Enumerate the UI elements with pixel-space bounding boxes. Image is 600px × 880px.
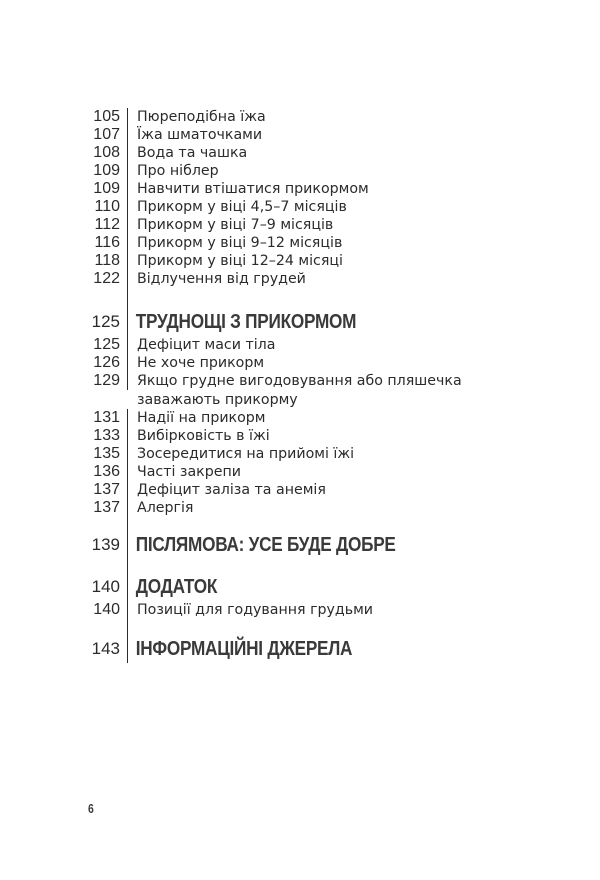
toc-entry-title: Прикорм у віці 4,5–7 місяців xyxy=(137,199,347,215)
toc-page-number: 126 xyxy=(80,354,128,372)
toc-section-heading xyxy=(80,631,540,663)
toc-section-heading xyxy=(80,304,540,336)
toc-entry xyxy=(80,463,540,481)
toc-section-heading xyxy=(80,569,540,601)
toc-page-number: 122 xyxy=(80,270,128,288)
toc-page-number: 109 xyxy=(80,162,128,180)
toc-entry-title: Позиції для годування грудьми xyxy=(137,602,374,618)
toc-entry xyxy=(80,270,540,288)
toc-page-number: 110 xyxy=(80,198,128,216)
toc-entry xyxy=(80,126,540,144)
toc-entry-title: Прикорм у віці 9–12 місяців xyxy=(137,235,343,251)
page-number: 6 xyxy=(88,801,94,816)
toc-page-number: 109 xyxy=(80,180,128,198)
toc-divider-gap xyxy=(80,288,128,304)
toc-page-number: 143 xyxy=(80,631,128,663)
toc-page-number: 131 xyxy=(80,409,128,427)
toc-page-number: 108 xyxy=(80,144,128,162)
toc-page-number: 133 xyxy=(80,427,128,445)
toc-page-number: 139 xyxy=(80,527,128,559)
toc-entry xyxy=(80,198,540,216)
toc-page-number: 116 xyxy=(80,234,128,252)
toc-entry-title: Часті закрепи xyxy=(137,464,241,480)
toc-entry xyxy=(80,409,540,427)
toc-divider-gap xyxy=(80,559,128,569)
toc-entry-title: Не хоче прикорм xyxy=(137,355,265,371)
toc-entry xyxy=(80,499,540,517)
toc-entry-title: Про ніблер xyxy=(137,163,219,179)
toc-entry xyxy=(80,216,540,234)
toc-entry-title: Дефіцит маси тіла xyxy=(137,337,276,353)
toc-section-heading xyxy=(80,527,540,559)
toc-page-number: 125 xyxy=(80,336,128,354)
toc-page-number: 107 xyxy=(80,126,128,144)
toc-section-title: ТРУДНОЩІ З ПРИКОРМОМ xyxy=(135,311,357,333)
toc-entry-title: Навчити втішатися прикормом xyxy=(137,181,369,197)
toc-entry-title: Надії на прикорм xyxy=(137,410,266,426)
toc-page-number: 135 xyxy=(80,445,128,463)
toc-entry-title: Їжа шматочками xyxy=(137,127,263,143)
toc-section-title: ПІСЛЯМОВА: УСЕ БУДЕ ДОБРЕ xyxy=(135,534,396,556)
toc-entry xyxy=(80,427,540,445)
toc-page-number: 125 xyxy=(80,304,128,336)
toc-entry xyxy=(80,354,540,372)
toc-entry-title: Прикорм у віці 12–24 місяці xyxy=(137,253,343,269)
toc-entry-title-line: Якщо грудне вигодовування або пляшечка xyxy=(137,373,462,389)
toc-entry-title: Відлучення від грудей xyxy=(137,271,306,287)
toc-entry xyxy=(80,234,540,252)
toc-section-title: ІНФОРМАЦІЙНІ ДЖЕРЕЛА xyxy=(135,638,353,660)
toc-entry-title: Дефіцит заліза та анемія xyxy=(137,482,326,498)
toc-page-number: 105 xyxy=(80,108,128,126)
toc-page-number: 137 xyxy=(80,481,128,499)
table-of-contents xyxy=(80,108,540,663)
toc-page-number: 136 xyxy=(80,463,128,481)
toc-entry-title: Вода та чашка xyxy=(137,145,248,161)
toc-entry-title xyxy=(128,372,462,409)
toc-entry-title: Алергія xyxy=(137,500,194,516)
toc-divider-gap xyxy=(80,619,128,631)
toc-entry-title-line: заважають прикорму xyxy=(137,391,298,408)
toc-entry xyxy=(80,601,540,619)
toc-page-number: 140 xyxy=(80,569,128,601)
toc-page-number: 118 xyxy=(80,252,128,270)
toc-entry xyxy=(80,336,540,354)
toc-page-number: 129 xyxy=(80,372,128,390)
toc-page-number: 140 xyxy=(80,601,128,619)
toc-entry xyxy=(80,108,540,126)
toc-divider-gap xyxy=(80,517,128,527)
toc-entry xyxy=(80,252,540,270)
toc-entry-title: Зосередитися на прийомі їжі xyxy=(137,446,355,462)
toc-entry xyxy=(80,481,540,499)
toc-entry-title: Прикорм у віці 7–9 місяців xyxy=(137,217,334,233)
toc-section-title: ДОДАТОК xyxy=(135,576,218,598)
toc-entry-title: Пюреподібна їжа xyxy=(137,109,266,125)
toc-entry xyxy=(80,144,540,162)
toc-entry xyxy=(80,445,540,463)
toc-entry-title: Вибірковість в їжі xyxy=(137,428,270,444)
toc-page-number: 137 xyxy=(80,499,128,517)
toc-entry xyxy=(80,162,540,180)
toc-entry xyxy=(80,372,540,409)
toc-entry xyxy=(80,180,540,198)
toc-page-number: 112 xyxy=(80,216,128,234)
